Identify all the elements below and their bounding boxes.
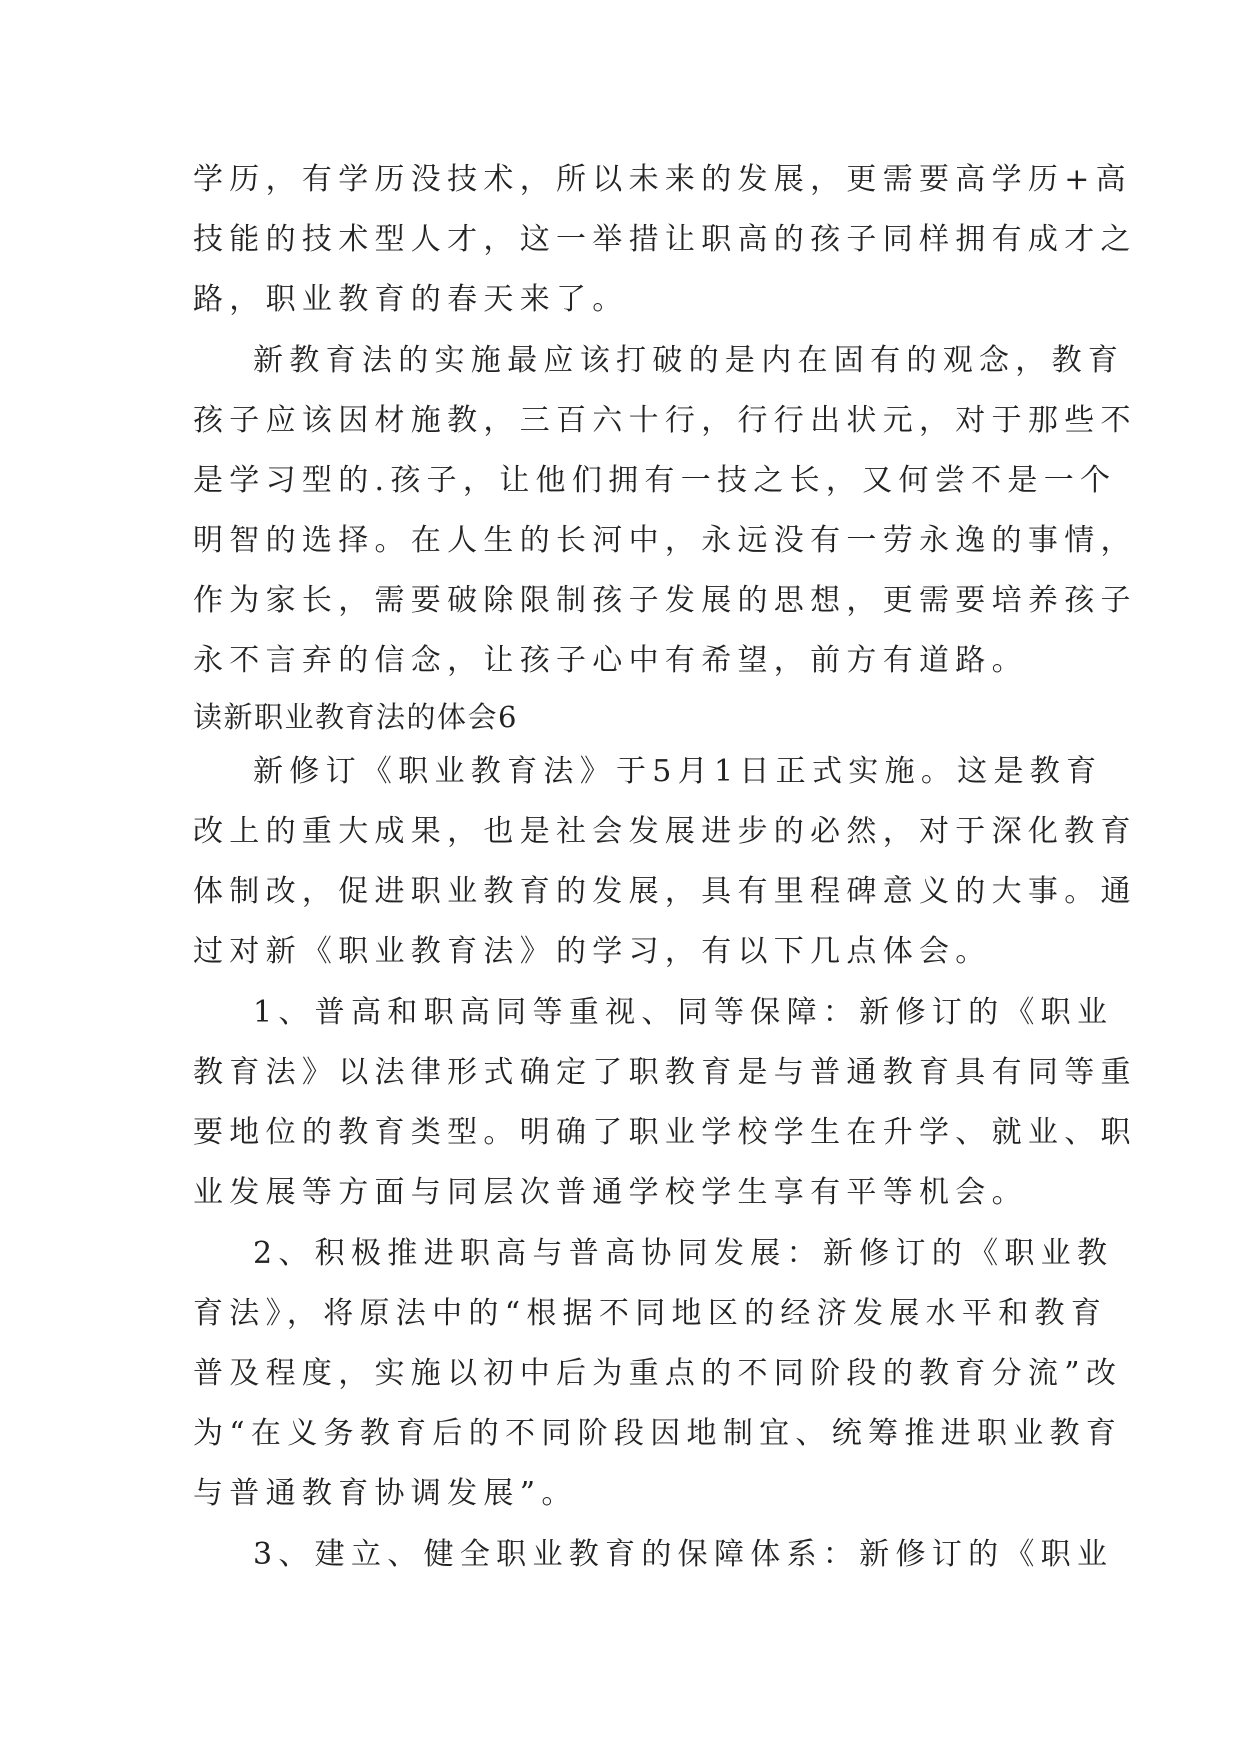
paragraph-line: 作为家长，需要破除限制孩子发展的思想，更需要培养孩子 (193, 583, 1137, 618)
paragraph-line: 3、建立、健全职业教育的保障体系：新修订的《职业 (253, 1537, 1114, 1572)
paragraph-line: 为“在义务教育后的不同阶段因地制宜、统筹推进职业教育 (193, 1416, 1123, 1451)
paragraph-line: 要地位的教育类型。明确了职业学校学生在升学、就业、职 (193, 1115, 1137, 1150)
paragraph-line: 育法》，将原法中的“根据不同地区的经济发展水平和教育 (193, 1296, 1108, 1331)
paragraph-line: 体制改，促进职业教育的发展，具有里程碑意义的大事。通 (193, 874, 1137, 909)
paragraph-line: 学历，有学历没技术，所以未来的发展，更需要高学历+高 (193, 162, 1132, 197)
section-heading: 读新职业教育法的体会6 (193, 700, 518, 734)
paragraph-line: 改上的重大成果，也是社会发展进步的必然，对于深化教育 (193, 814, 1137, 849)
paragraph-line: 是学习型的.孩子，让他们拥有一技之长，又何尝不是一个 (193, 463, 1117, 498)
paragraph-line: 技能的技术型人才，这一举措让职高的孩子同样拥有成才之 (193, 222, 1137, 257)
paragraph-line: 明智的选择。在人生的长河中，永远没有一劳永逸的事情， (193, 523, 1137, 558)
paragraph-line: 1、普高和职高同等重视、同等保障：新修订的《职业 (253, 995, 1114, 1030)
paragraph-line: 与普通教育协调发展”。 (193, 1476, 578, 1511)
paragraph-line: 新教育法的实施最应该打破的是内在固有的观念，教育 (253, 343, 1125, 378)
paragraph-line: 业发展等方面与同层次普通学校学生享有平等机会。 (193, 1175, 1028, 1210)
paragraph-line: 孩子应该因材施教，三百六十行，行行出状元，对于那些不 (193, 403, 1137, 438)
paragraph-line: 2、积极推进职高与普高协同发展：新修订的《职业教 (253, 1236, 1114, 1271)
paragraph-line: 普及程度，实施以初中后为重点的不同阶段的教育分流”改 (193, 1356, 1123, 1391)
paragraph-line: 永不言弃的信念，让孩子心中有希望，前方有道路。 (193, 643, 1028, 678)
paragraph-line: 过对新《职业教育法》的学习，有以下几点体会。 (193, 934, 992, 969)
paragraph-line: 路，职业教育的春天来了。 (193, 282, 629, 317)
paragraph-line: 新修订《职业教育法》于5月1日正式实施。这是教育 (253, 754, 1103, 789)
paragraph-line: 教育法》以法律形式确定了职教育是与普通教育具有同等重 (193, 1055, 1137, 1090)
